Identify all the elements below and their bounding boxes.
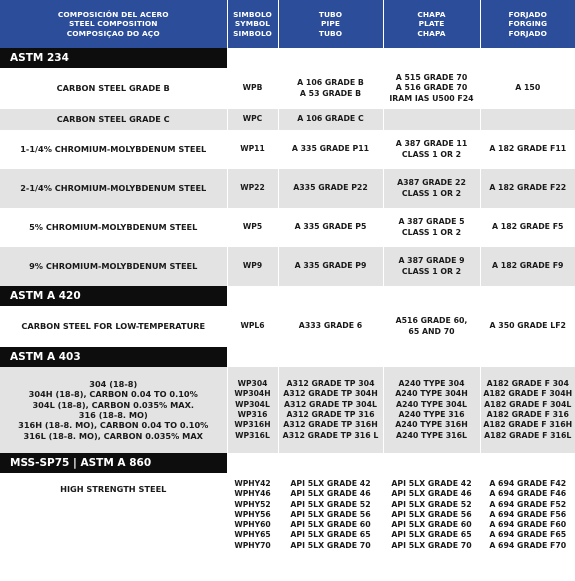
material-name-line: 9% CHROMIUM-MOLYBDENUM STEEL bbox=[29, 261, 198, 272]
material-symbol bbox=[227, 208, 278, 247]
forging-spec-line: A 694 GRADE F70 bbox=[489, 540, 567, 550]
plate-spec-line: A 387 GRADE 11 bbox=[395, 139, 468, 149]
table-row bbox=[0, 169, 575, 208]
material-symbol-line: WPHY70 bbox=[234, 540, 271, 550]
material-symbol bbox=[227, 247, 278, 286]
pipe-spec-line: API 5LX GRADE 70 bbox=[290, 540, 371, 550]
forging-spec-line: A182 GRADE F 316 bbox=[486, 410, 569, 419]
plate-spec-line: API 5LX GRADE 70 bbox=[391, 540, 472, 550]
forging-spec-line: A 694 GRADE F42 bbox=[489, 479, 567, 488]
header-composition: COMPOSICIÓN DEL ACERO STEEL COMPOSITION COMPOSIÇAO DO AÇO bbox=[0, 0, 227, 48]
material-symbol bbox=[227, 473, 278, 581]
material-symbol-line: WPB bbox=[242, 83, 263, 93]
plate-spec-line: A516 GRADE 60, bbox=[395, 316, 468, 326]
plate-spec bbox=[383, 109, 480, 130]
plate-spec-line: A240 TYPE 304 bbox=[398, 379, 465, 389]
forging-spec-line: A 182 GRADE F22 bbox=[489, 183, 567, 193]
plate-spec-line: IRAM IAS U500 F24 bbox=[389, 93, 474, 103]
plate-spec-line: A 516 GRADE 70 bbox=[395, 83, 468, 93]
plate-spec-line: A387 GRADE 22 bbox=[397, 178, 466, 188]
forging-spec bbox=[480, 367, 575, 453]
pipe-spec-line: A312 GRADE TP 304L bbox=[284, 399, 377, 409]
material-name bbox=[0, 109, 227, 130]
forging-spec-line: A 694 GRADE F46 bbox=[489, 489, 567, 499]
forging-spec-line: A 694 GRADE F52 bbox=[489, 499, 567, 509]
pipe-spec bbox=[278, 109, 383, 130]
plate-spec-line: A 387 GRADE 9 bbox=[398, 256, 465, 266]
header-plate: CHAPA PLATE CHAPA bbox=[383, 0, 480, 48]
material-symbol bbox=[227, 109, 278, 130]
material-name-line: 316H (18-8. MO), CARBON 0.04 TO 0.10% bbox=[18, 420, 209, 431]
material-name bbox=[0, 473, 227, 581]
pipe-spec-line: A312 GRADE TP 304 bbox=[286, 379, 375, 389]
plate-spec-line: CLASS 1 OR 2 bbox=[401, 149, 462, 159]
section-spacer bbox=[227, 286, 575, 306]
forging-spec-line: A182 GRADE F 304 bbox=[486, 379, 569, 389]
table-row bbox=[0, 473, 575, 581]
pipe-spec-line: A 106 GRADE B bbox=[297, 78, 364, 88]
section-spacer bbox=[227, 347, 575, 367]
pipe-spec bbox=[278, 306, 383, 347]
plate-spec bbox=[383, 208, 480, 247]
forging-spec-line: A 150 bbox=[515, 83, 541, 93]
forging-spec-line: A 182 GRADE F5 bbox=[492, 222, 564, 232]
pipe-spec-line: A 53 GRADE B bbox=[299, 88, 362, 98]
header-pipe: TUBO PIPE TUBO bbox=[278, 0, 383, 48]
pipe-spec bbox=[278, 130, 383, 169]
pipe-spec bbox=[278, 169, 383, 208]
plate-spec-line: API 5LX GRADE 60 bbox=[391, 520, 472, 530]
material-symbol-line: WPHY42 bbox=[234, 479, 271, 488]
plate-spec-line: API 5LX GRADE 46 bbox=[391, 489, 472, 499]
table-row bbox=[0, 306, 575, 347]
material-name-line: 304H (18-8), CARBON 0.04 TO 0.10% bbox=[28, 389, 198, 400]
pipe-spec bbox=[278, 247, 383, 286]
material-name bbox=[0, 208, 227, 247]
forging-spec bbox=[480, 109, 575, 130]
material-symbol-line: WP304L bbox=[235, 399, 270, 409]
material-name-line: 2-1/4% CHROMIUM-MOLYBDENUM STEEL bbox=[20, 183, 207, 194]
pipe-spec bbox=[278, 68, 383, 109]
forging-spec bbox=[480, 208, 575, 247]
material-name bbox=[0, 367, 227, 453]
material-symbol-line: WPHY46 bbox=[234, 489, 271, 499]
material-symbol bbox=[227, 130, 278, 169]
plate-spec-line: A240 TYPE 304L bbox=[396, 399, 467, 409]
material-name bbox=[0, 68, 227, 109]
plate-spec bbox=[383, 130, 480, 169]
table-row bbox=[0, 367, 575, 453]
material-symbol-line: WPL6 bbox=[240, 321, 265, 331]
material-name bbox=[0, 169, 227, 208]
plate-spec bbox=[383, 68, 480, 109]
plate-spec-line: A240 TYPE 316L bbox=[396, 430, 467, 440]
pipe-spec bbox=[278, 208, 383, 247]
material-name-line: 304 (18-8) bbox=[89, 379, 138, 390]
material-name-line: CARBON STEEL GRADE C bbox=[56, 114, 170, 125]
material-name bbox=[0, 306, 227, 347]
pipe-spec-line: A312 GRADE TP 304H bbox=[283, 389, 378, 399]
forging-spec-line: A 694 GRADE F60 bbox=[489, 520, 567, 530]
material-name-line: 304L (18-8), CARBON 0.035% MAX. bbox=[32, 399, 194, 410]
section-header bbox=[0, 48, 575, 68]
section-title: ASTM 234 bbox=[0, 48, 227, 68]
section-title: ASTM A 420 bbox=[0, 286, 227, 306]
plate-spec-line: 65 AND 70 bbox=[408, 326, 455, 336]
pipe-spec bbox=[278, 473, 383, 581]
material-symbol-line: WPHY56 bbox=[234, 509, 271, 519]
section-header bbox=[0, 286, 575, 306]
section-title: ASTM A 403 bbox=[0, 347, 227, 367]
forging-spec-line: A182 GRADE F 304L bbox=[484, 399, 572, 409]
pipe-spec-line: API 5LX GRADE 42 bbox=[290, 479, 371, 488]
pipe-spec-line: API 5LX GRADE 65 bbox=[290, 530, 371, 540]
pipe-spec-line: A335 GRADE P22 bbox=[293, 183, 368, 193]
table-row bbox=[0, 247, 575, 286]
table-row bbox=[0, 68, 575, 109]
pipe-spec-line: A312 GRADE TP 316 L bbox=[282, 430, 379, 440]
pipe-spec-line: A312 GRADE TP 316H bbox=[283, 420, 378, 430]
plate-spec-line: CLASS 1 OR 2 bbox=[401, 227, 462, 237]
material-name-line: CARBON STEEL GRADE B bbox=[56, 83, 170, 94]
material-name-line: HIGH STRENGTH STEEL bbox=[60, 484, 167, 494]
plate-spec-line: CLASS 1 OR 2 bbox=[401, 266, 462, 276]
plate-spec-line: API 5LX GRADE 65 bbox=[391, 530, 472, 540]
table-row bbox=[0, 109, 575, 130]
material-symbol bbox=[227, 306, 278, 347]
header-forging: FORJADO FORGING FORJADO bbox=[480, 0, 575, 48]
material-symbol-line: WP304H bbox=[234, 389, 271, 399]
plate-spec-line: A 387 GRADE 5 bbox=[398, 217, 465, 227]
plate-spec bbox=[383, 306, 480, 347]
pipe-spec-line: API 5LX GRADE 52 bbox=[290, 499, 371, 509]
plate-spec-line: API 5LX GRADE 42 bbox=[391, 479, 472, 488]
plate-spec-line: A240 TYPE 304H bbox=[395, 389, 468, 399]
material-symbol-line: WP5 bbox=[242, 222, 263, 232]
plate-spec bbox=[383, 473, 480, 581]
forging-spec bbox=[480, 169, 575, 208]
forging-spec-line: A182 GRADE F 316H bbox=[483, 420, 573, 430]
section-header bbox=[0, 453, 575, 473]
material-name-line: 1-1/4% CHROMIUM-MOLYBDENUM STEEL bbox=[20, 144, 207, 155]
plate-spec-line: A240 TYPE 316H bbox=[395, 420, 468, 430]
pipe-spec-line: A333 GRADE 6 bbox=[298, 321, 363, 331]
forging-spec bbox=[480, 306, 575, 347]
material-name-line: 5% CHROMIUM-MOLYBDENUM STEEL bbox=[29, 222, 198, 233]
forging-spec bbox=[480, 473, 575, 581]
material-symbol-line: WP316H bbox=[234, 420, 271, 430]
table-row bbox=[0, 130, 575, 169]
pipe-spec bbox=[278, 367, 383, 453]
pipe-spec-line: A 335 GRADE P9 bbox=[294, 261, 367, 271]
material-symbol-line: WP316 bbox=[237, 410, 268, 419]
material-symbol-line: WP9 bbox=[242, 261, 263, 271]
material-name-line: CARBON STEEL FOR LOW-TEMPERATURE bbox=[21, 321, 206, 332]
forging-spec bbox=[480, 247, 575, 286]
material-symbol bbox=[227, 367, 278, 453]
forging-spec-line: A182 GRADE F 316L bbox=[484, 430, 572, 440]
table-header bbox=[0, 0, 575, 48]
material-symbol-line: WP316L bbox=[235, 430, 270, 440]
forging-spec-line: A 350 GRADE LF2 bbox=[489, 321, 566, 331]
forging-spec bbox=[480, 130, 575, 169]
material-symbol-line: WPHY52 bbox=[234, 499, 271, 509]
pipe-spec-line: A 335 GRADE P11 bbox=[291, 144, 370, 154]
material-name-line: 316 (18-8. MO) bbox=[78, 410, 148, 420]
plate-spec bbox=[383, 169, 480, 208]
pipe-spec-line: API 5LX GRADE 46 bbox=[290, 489, 371, 499]
table-row bbox=[0, 208, 575, 247]
material-symbol-line: WP11 bbox=[240, 144, 265, 154]
material-name-line: 316L (18-8. MO), CARBON 0.035% MAX bbox=[23, 430, 203, 441]
pipe-spec-line: API 5LX GRADE 56 bbox=[290, 509, 371, 519]
forging-spec-line: A 182 GRADE F9 bbox=[492, 261, 564, 271]
material-symbol-line: WP304 bbox=[237, 379, 268, 389]
material-name bbox=[0, 247, 227, 286]
table-body bbox=[0, 48, 575, 581]
forging-spec-line: A 694 GRADE F65 bbox=[489, 530, 567, 540]
plate-spec-line: API 5LX GRADE 56 bbox=[391, 509, 472, 519]
pipe-spec-line: A 106 GRADE C bbox=[297, 114, 364, 124]
plate-spec bbox=[383, 247, 480, 286]
material-symbol-line: WPC bbox=[242, 114, 263, 124]
pipe-spec-line: API 5LX GRADE 60 bbox=[290, 520, 371, 530]
material-name bbox=[0, 130, 227, 169]
header-symbol: SIMBOLO SYMBOL SIMBOLO bbox=[227, 0, 278, 48]
material-symbol-line: WPHY60 bbox=[234, 520, 271, 530]
material-symbol-line: WPHY65 bbox=[234, 530, 271, 540]
plate-spec bbox=[383, 367, 480, 453]
plate-spec-line: API 5LX GRADE 52 bbox=[391, 499, 472, 509]
forging-spec-line: A182 GRADE F 304H bbox=[483, 389, 573, 399]
forging-spec bbox=[480, 68, 575, 109]
plate-spec-line: A240 TYPE 316 bbox=[398, 410, 465, 419]
forging-spec-line: A 182 GRADE F11 bbox=[489, 144, 567, 154]
plate-spec-line: CLASS 1 OR 2 bbox=[401, 188, 462, 198]
section-title: MSS-SP75 | ASTM A 860 bbox=[0, 453, 227, 473]
pipe-spec-line: A312 GRADE TP 316 bbox=[286, 410, 375, 419]
forging-spec-line: A 694 GRADE F56 bbox=[489, 509, 567, 519]
section-header bbox=[0, 347, 575, 367]
section-spacer bbox=[227, 453, 575, 473]
pipe-spec-line: A 335 GRADE P5 bbox=[294, 222, 367, 232]
plate-spec-line: A 515 GRADE 70 bbox=[395, 73, 468, 83]
material-symbol-line: WP22 bbox=[240, 183, 265, 193]
material-symbol bbox=[227, 169, 278, 208]
material-symbol bbox=[227, 68, 278, 109]
section-spacer bbox=[227, 48, 575, 68]
